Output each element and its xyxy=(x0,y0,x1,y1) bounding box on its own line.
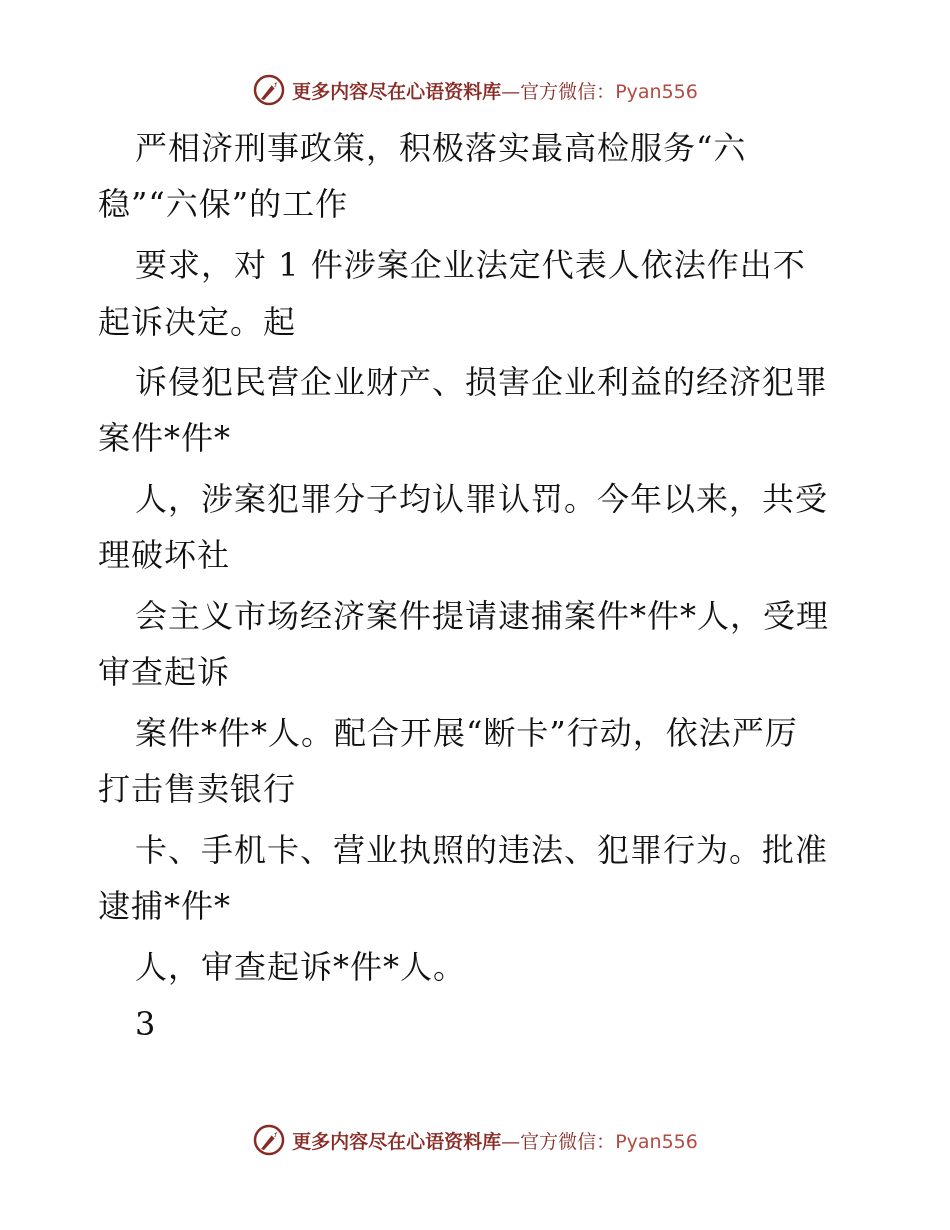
page-number: 3 xyxy=(135,1005,157,1043)
body-line-9: 会主义市场经济案件提请逮捕案件*件*人，受理 xyxy=(135,597,830,635)
pen-nib-logo-icon xyxy=(252,1123,286,1157)
body-line-10: 审查起诉 xyxy=(98,653,231,691)
footer-wechat-id: Pyan556 xyxy=(615,1130,698,1153)
body-line-7: 人，涉案犯罪分子均认罪认罚。今年以来，共受 xyxy=(135,480,829,518)
footer-banner-text xyxy=(292,1127,698,1154)
footer-wechat-label: 官方微信： xyxy=(520,1130,616,1153)
header-separator: — xyxy=(501,80,521,103)
header-brand-text: 更多内容尽在心语资料库 xyxy=(292,80,502,103)
body-line-8: 理破坏社 xyxy=(98,536,231,574)
body-line-2: 稳”“六保”的工作 xyxy=(98,185,349,223)
body-line-12: 打击售卖银行 xyxy=(98,770,297,808)
body-line-15: 人，审查起诉*件*人。 xyxy=(135,948,467,986)
body-line-5: 诉侵犯民营企业财产、损害企业利益的经济犯罪 xyxy=(135,363,829,401)
header-wechat-id: Pyan556 xyxy=(615,80,698,103)
body-line-11: 案件*件*人。配合开展“断卡”行动，依法严厉 xyxy=(135,714,798,752)
body-line-4: 起诉决定。起 xyxy=(98,303,297,341)
body-line-1: 严相济刑事政策，积极落实最高检服务“六 xyxy=(135,129,747,167)
body-line-13: 卡、手机卡、营业执照的违法、犯罪行为。批准 xyxy=(135,831,829,869)
footer-separator: — xyxy=(501,1130,521,1153)
body-line-14: 逮捕*件* xyxy=(98,887,232,925)
body-line-3: 要求，对 1 件涉案企业法定代表人依法作出不 xyxy=(135,246,806,284)
header-wechat-label: 官方微信： xyxy=(520,80,616,103)
footer-banner xyxy=(0,1120,950,1160)
body-line-6: 案件*件* xyxy=(98,419,232,457)
footer-brand-text: 更多内容尽在心语资料库 xyxy=(292,1130,502,1153)
